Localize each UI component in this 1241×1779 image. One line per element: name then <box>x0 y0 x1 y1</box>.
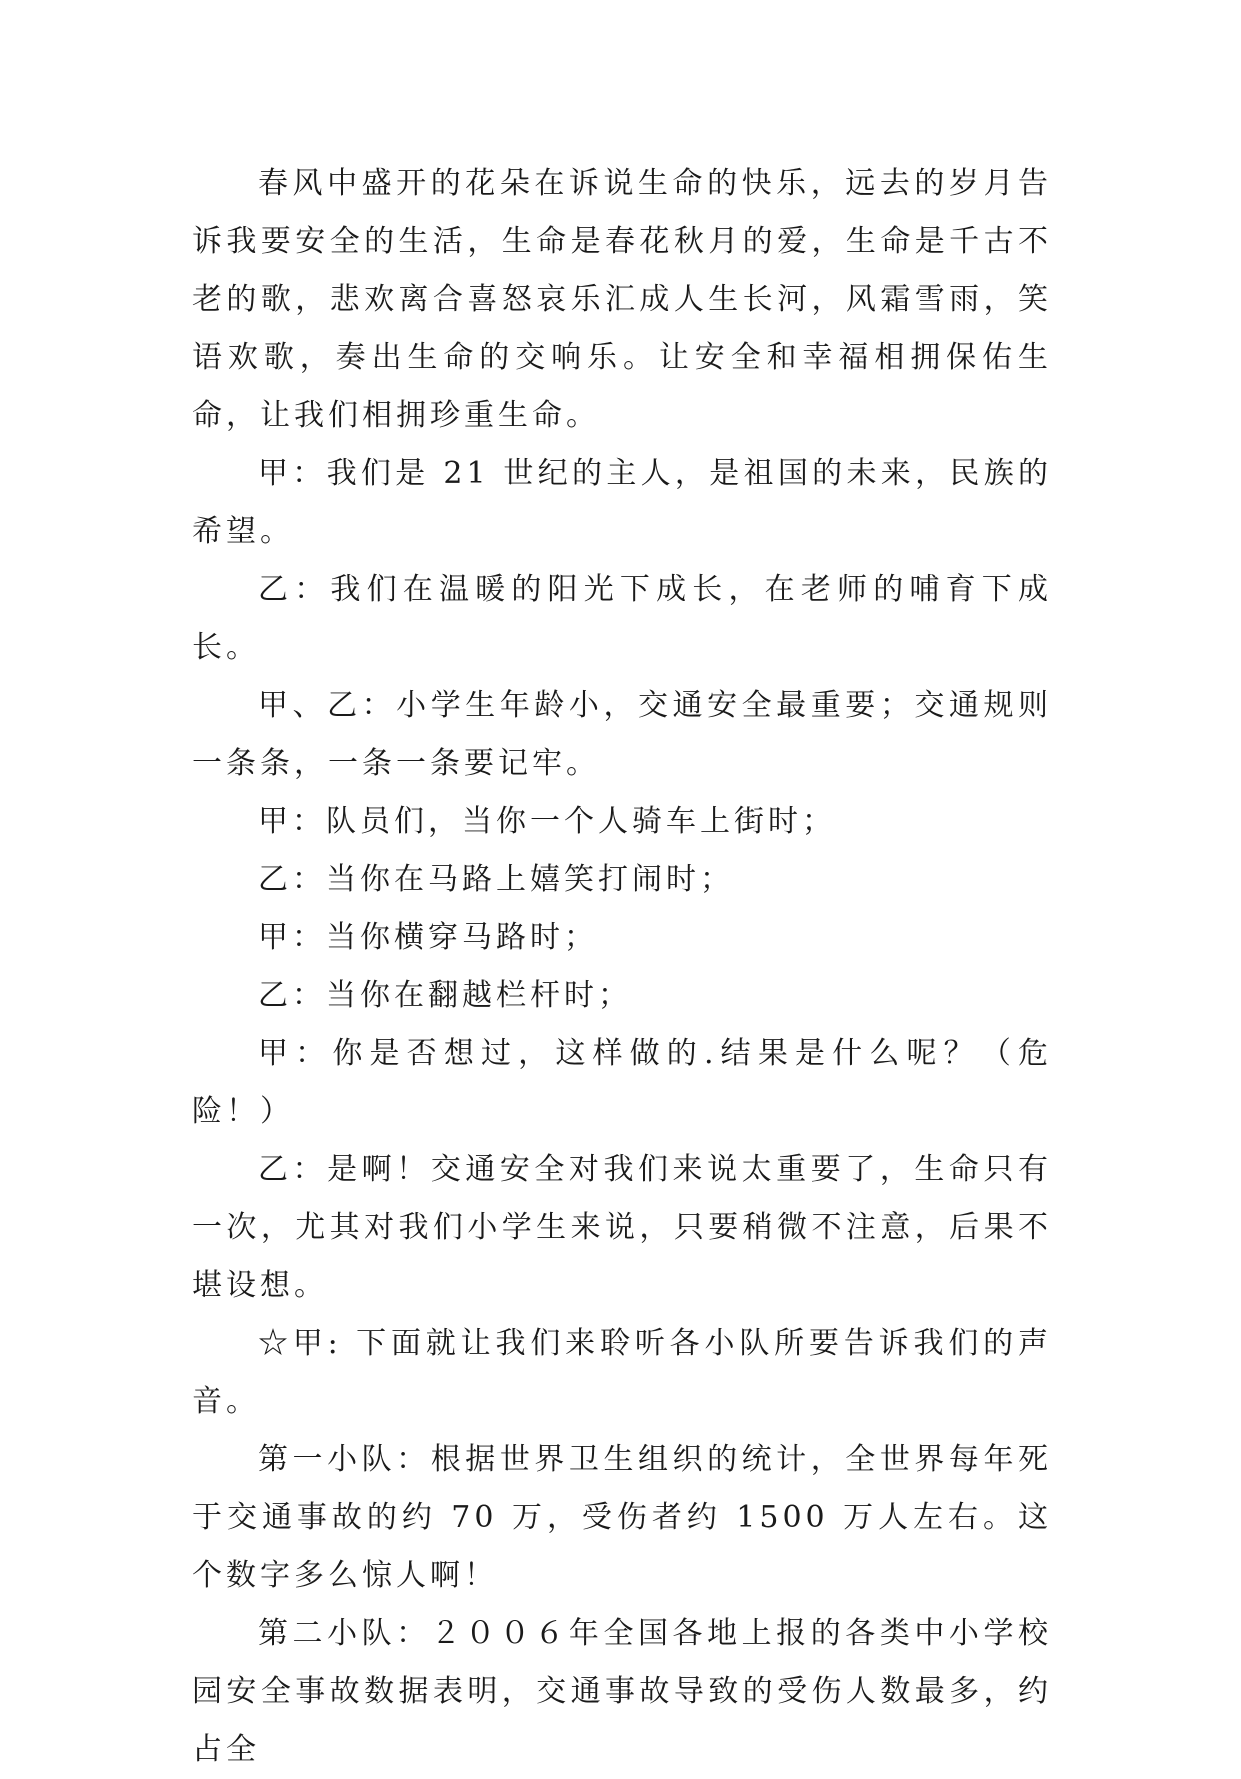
paragraph-jia-yi: 甲、乙：小学生年龄小，交通安全最重要；交通规则一条条，一条一条要记牢。 <box>192 688 1052 781</box>
paragraph-squad-1: 第一小队：根据世界卫生组织的统计，全世界每年死于交通事故的约 70 万，受伤者约 1500 万人左右。这个数字多么惊人啊！ <box>192 1442 1052 1593</box>
paragraph-yi-3: 乙：当你在翻越栏杆时； <box>258 978 632 1013</box>
paragraph-yi-2: 乙：当你在马路上嬉笑打闹时； <box>258 862 734 897</box>
paragraph-yi-1: 乙：我们在温暖的阳光下成长，在老师的哺育下成长。 <box>192 572 1052 665</box>
paragraph-jia-3: 甲：当你横穿马路时； <box>258 920 598 955</box>
paragraph-yi-4: 乙：是啊！交通安全对我们来说太重要了，生命只有一次，尤其对我们小学生来说，只要稍微不注意，后果不堪设想。 <box>192 1152 1052 1303</box>
paragraph-jia-2: 甲：队员们，当你一个人骑车上街时； <box>258 804 836 839</box>
paragraph-jia-1: 甲：我们是 21 世纪的主人，是祖国的未来，民族的希望。 <box>192 456 1052 549</box>
document-body <box>192 155 1052 1779</box>
paragraph-squad-2: 第二小队：２００６年全国各地上报的各类中小学校园安全事故数据表明，交通事故导致的受伤人数最多，约占全 <box>192 1616 1052 1767</box>
paragraph-intro: 春风中盛开的花朵在诉说生命的快乐，远去的岁月告诉我要安全的生活，生命是春花秋月的爱，生命是千古不老的歌，悲欢离合喜怒哀乐汇成人生长河，风霜雪雨，笑语欢歌，奏出生命的交响乐。让安全和幸福相拥保佑生命，让我们相拥珍重生命。 <box>192 166 1052 433</box>
paragraph-star-jia: ☆甲: 下面就让我们来聆听各小队所要告诉我们的声音。 <box>192 1326 1052 1419</box>
paragraph-jia-4: 甲：你是否想过，这样做的.结果是什么呢？（危险！） <box>192 1036 1052 1129</box>
